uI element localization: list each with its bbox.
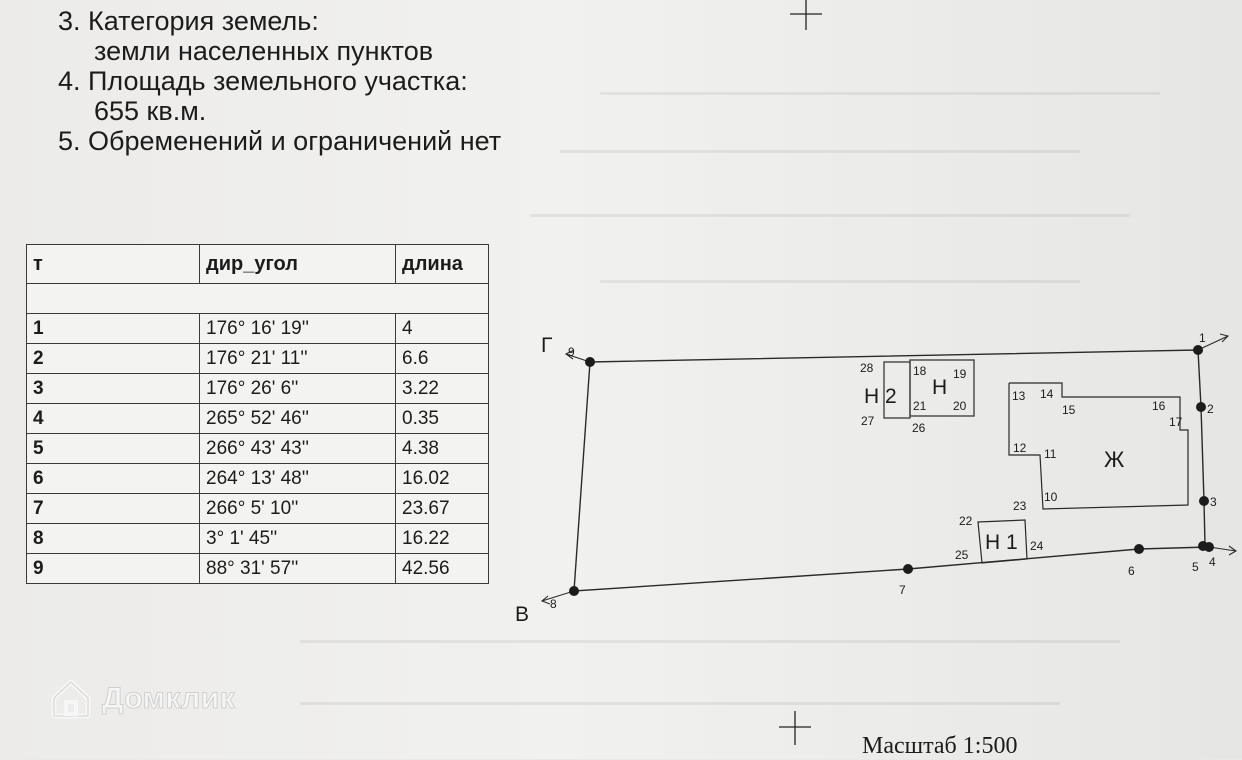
building-label-n2: Н 2 [864, 385, 897, 408]
point-label: 1 [1199, 331, 1206, 345]
watermark [48, 674, 235, 724]
cell-point: 2 [27, 344, 200, 374]
point-label: 11 [1044, 447, 1057, 461]
point-label: 26 [912, 421, 926, 435]
point-label: 4 [1209, 555, 1216, 569]
point-label: 12 [1013, 441, 1027, 455]
point-label: 5 [1192, 560, 1199, 574]
cell-angle: 266° 5' 10'' [200, 494, 396, 524]
point-label: 9 [568, 345, 575, 359]
land-area-title: 4. Площадь земельного участка: [58, 66, 468, 96]
registration-cross-bottom [779, 711, 811, 745]
point-label: 15 [1062, 403, 1076, 417]
cell-length: 42.56 [396, 554, 489, 584]
cell-length: 16.02 [396, 464, 489, 494]
point-label: 19 [953, 367, 967, 381]
cell-angle: 264° 13' 48'' [200, 464, 396, 494]
cell-length: 6.6 [396, 344, 489, 374]
cell-length: 4.38 [396, 434, 489, 464]
registration-cross-top [790, 0, 822, 30]
cell-point: 8 [27, 524, 200, 554]
point-label: 25 [955, 548, 969, 562]
cell-angle: 265° 52' 46'' [200, 404, 396, 434]
land-area-value: 655 кв.м. [94, 96, 207, 126]
cell-point: 4 [27, 404, 200, 434]
cell-angle: 176° 21' 11'' [200, 344, 396, 374]
point-label: 6 [1128, 564, 1135, 578]
cell-angle: 176° 16' 19'' [200, 314, 396, 344]
cell-point: 1 [27, 314, 200, 344]
encumbrance-note: 5. Обременений и ограничений нет [58, 126, 502, 156]
cell-angle: 266° 43' 43'' [200, 434, 396, 464]
point-label: 13 [1012, 389, 1026, 403]
point-label: 28 [860, 361, 874, 375]
point-label: 18 [913, 364, 927, 378]
cell-point: 6 [27, 464, 200, 494]
point-label: 2 [1207, 402, 1214, 416]
land-category-title: 3. Категория земель: [58, 6, 319, 36]
watermark-text: Домклик [102, 682, 236, 715]
point-label: 23 [1013, 499, 1027, 513]
point-label: 27 [861, 414, 875, 428]
direction-label-v: В [515, 603, 530, 626]
point-label: 3 [1210, 495, 1217, 509]
header-point: т [27, 245, 200, 284]
cell-length: 0.35 [396, 404, 489, 434]
building-label-n1: Н 1 [985, 531, 1018, 554]
point-label: 22 [959, 514, 973, 528]
cell-point: 7 [27, 494, 200, 524]
point-label: 20 [953, 399, 967, 413]
land-category-value: земли населенных пунктов [94, 36, 434, 66]
point-label: 21 [913, 399, 927, 413]
building-label-n: Н [932, 376, 948, 399]
cell-length: 3.22 [396, 374, 489, 404]
point-label: 8 [550, 597, 557, 611]
cell-angle: 176° 26' 6'' [200, 374, 396, 404]
scale-label: Масштаб 1:500 [862, 733, 1018, 759]
header-direction-angle: дир_угол [200, 245, 396, 284]
header-length: длина [396, 245, 489, 284]
point-label: 24 [1030, 539, 1044, 553]
cell-length: 16.22 [396, 524, 489, 554]
point-label: 10 [1044, 490, 1058, 504]
point-label: 17 [1169, 415, 1183, 429]
cell-point: 5 [27, 434, 200, 464]
building-label-zh: Ж [1104, 447, 1125, 472]
cell-length: 4 [396, 314, 489, 344]
direction-label-g: Г [541, 334, 553, 357]
point-label: 7 [899, 583, 906, 597]
point-label: 16 [1152, 399, 1166, 413]
cell-point: 3 [27, 374, 200, 404]
cell-length: 23.67 [396, 494, 489, 524]
house-logo-icon [48, 676, 94, 722]
cell-angle: 88° 31' 57'' [200, 554, 396, 584]
point-label: 14 [1040, 387, 1054, 401]
cell-point: 9 [27, 554, 200, 584]
cell-angle: 3° 1' 45'' [200, 524, 396, 554]
